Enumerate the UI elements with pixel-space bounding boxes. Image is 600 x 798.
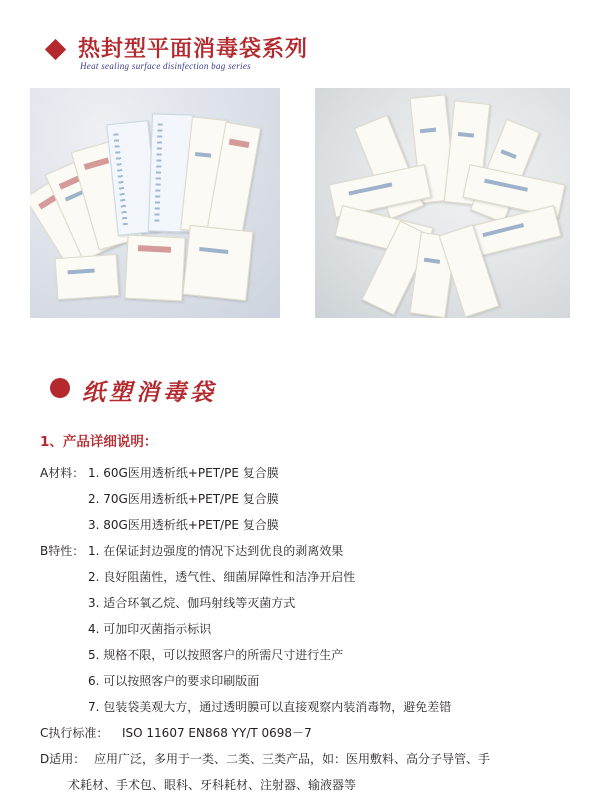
features-item-2: 2. 良好阻菌性，透气性、细菌屏障性和洁净开启性 bbox=[88, 570, 356, 584]
circle-bullet-icon bbox=[50, 378, 70, 398]
header-title-en: Heat sealing surface disinfection bag series bbox=[80, 61, 251, 71]
details-heading: 1、产品详细说明： bbox=[40, 434, 158, 450]
features-item-6: 6. 可以按照客户的要求印刷版面 bbox=[88, 674, 260, 688]
page-header bbox=[0, 18, 600, 76]
material-item-1: 1. 60G医用透析纸+PET/PE 复合膜 bbox=[88, 466, 279, 480]
application-label: D适用： bbox=[40, 752, 86, 766]
material-item-3: 3. 80G医用透析纸+PET/PE 复合膜 bbox=[88, 518, 279, 532]
features-item-5: 5. 规格不限，可以按照客户的所需尺寸进行生产 bbox=[88, 648, 344, 662]
features-label: B特性： bbox=[40, 544, 85, 558]
standard-label: C执行标准： bbox=[40, 726, 109, 740]
diamond-icon bbox=[45, 39, 66, 60]
application-line-2: 术耗材、手术包、眼科、牙科耗材、注射器、输液器等 bbox=[68, 778, 357, 792]
features-item-7: 7. 包装袋美观大方，通过透明膜可以直接观察内装消毒物，避免差错 bbox=[88, 700, 452, 714]
application-line-1: 应用广泛，多用于一类、二类、三类产品，如：医用敷料、高分子导管、手 bbox=[94, 752, 491, 766]
product-photo-left bbox=[30, 88, 280, 318]
standard-value: ISO 11607 EN868 YY/T 0698－7 bbox=[122, 726, 312, 740]
header-title-cn: 热封型平面消毒袋系列 bbox=[78, 37, 309, 62]
section-title: 纸塑消毒袋 bbox=[82, 380, 217, 406]
material-item-2: 2. 70G医用透析纸+PET/PE 复合膜 bbox=[88, 492, 279, 506]
features-item-3: 3. 适合环氧乙烷、伽玛射线等灭菌方式 bbox=[88, 596, 296, 610]
material-label: A材料： bbox=[40, 466, 85, 480]
features-item-1: 1. 在保证封边强度的情况下达到优良的剥离效果 bbox=[88, 544, 344, 558]
product-photo-right bbox=[315, 88, 570, 318]
features-item-4: 4. 可加印灭菌指示标识 bbox=[88, 622, 212, 636]
